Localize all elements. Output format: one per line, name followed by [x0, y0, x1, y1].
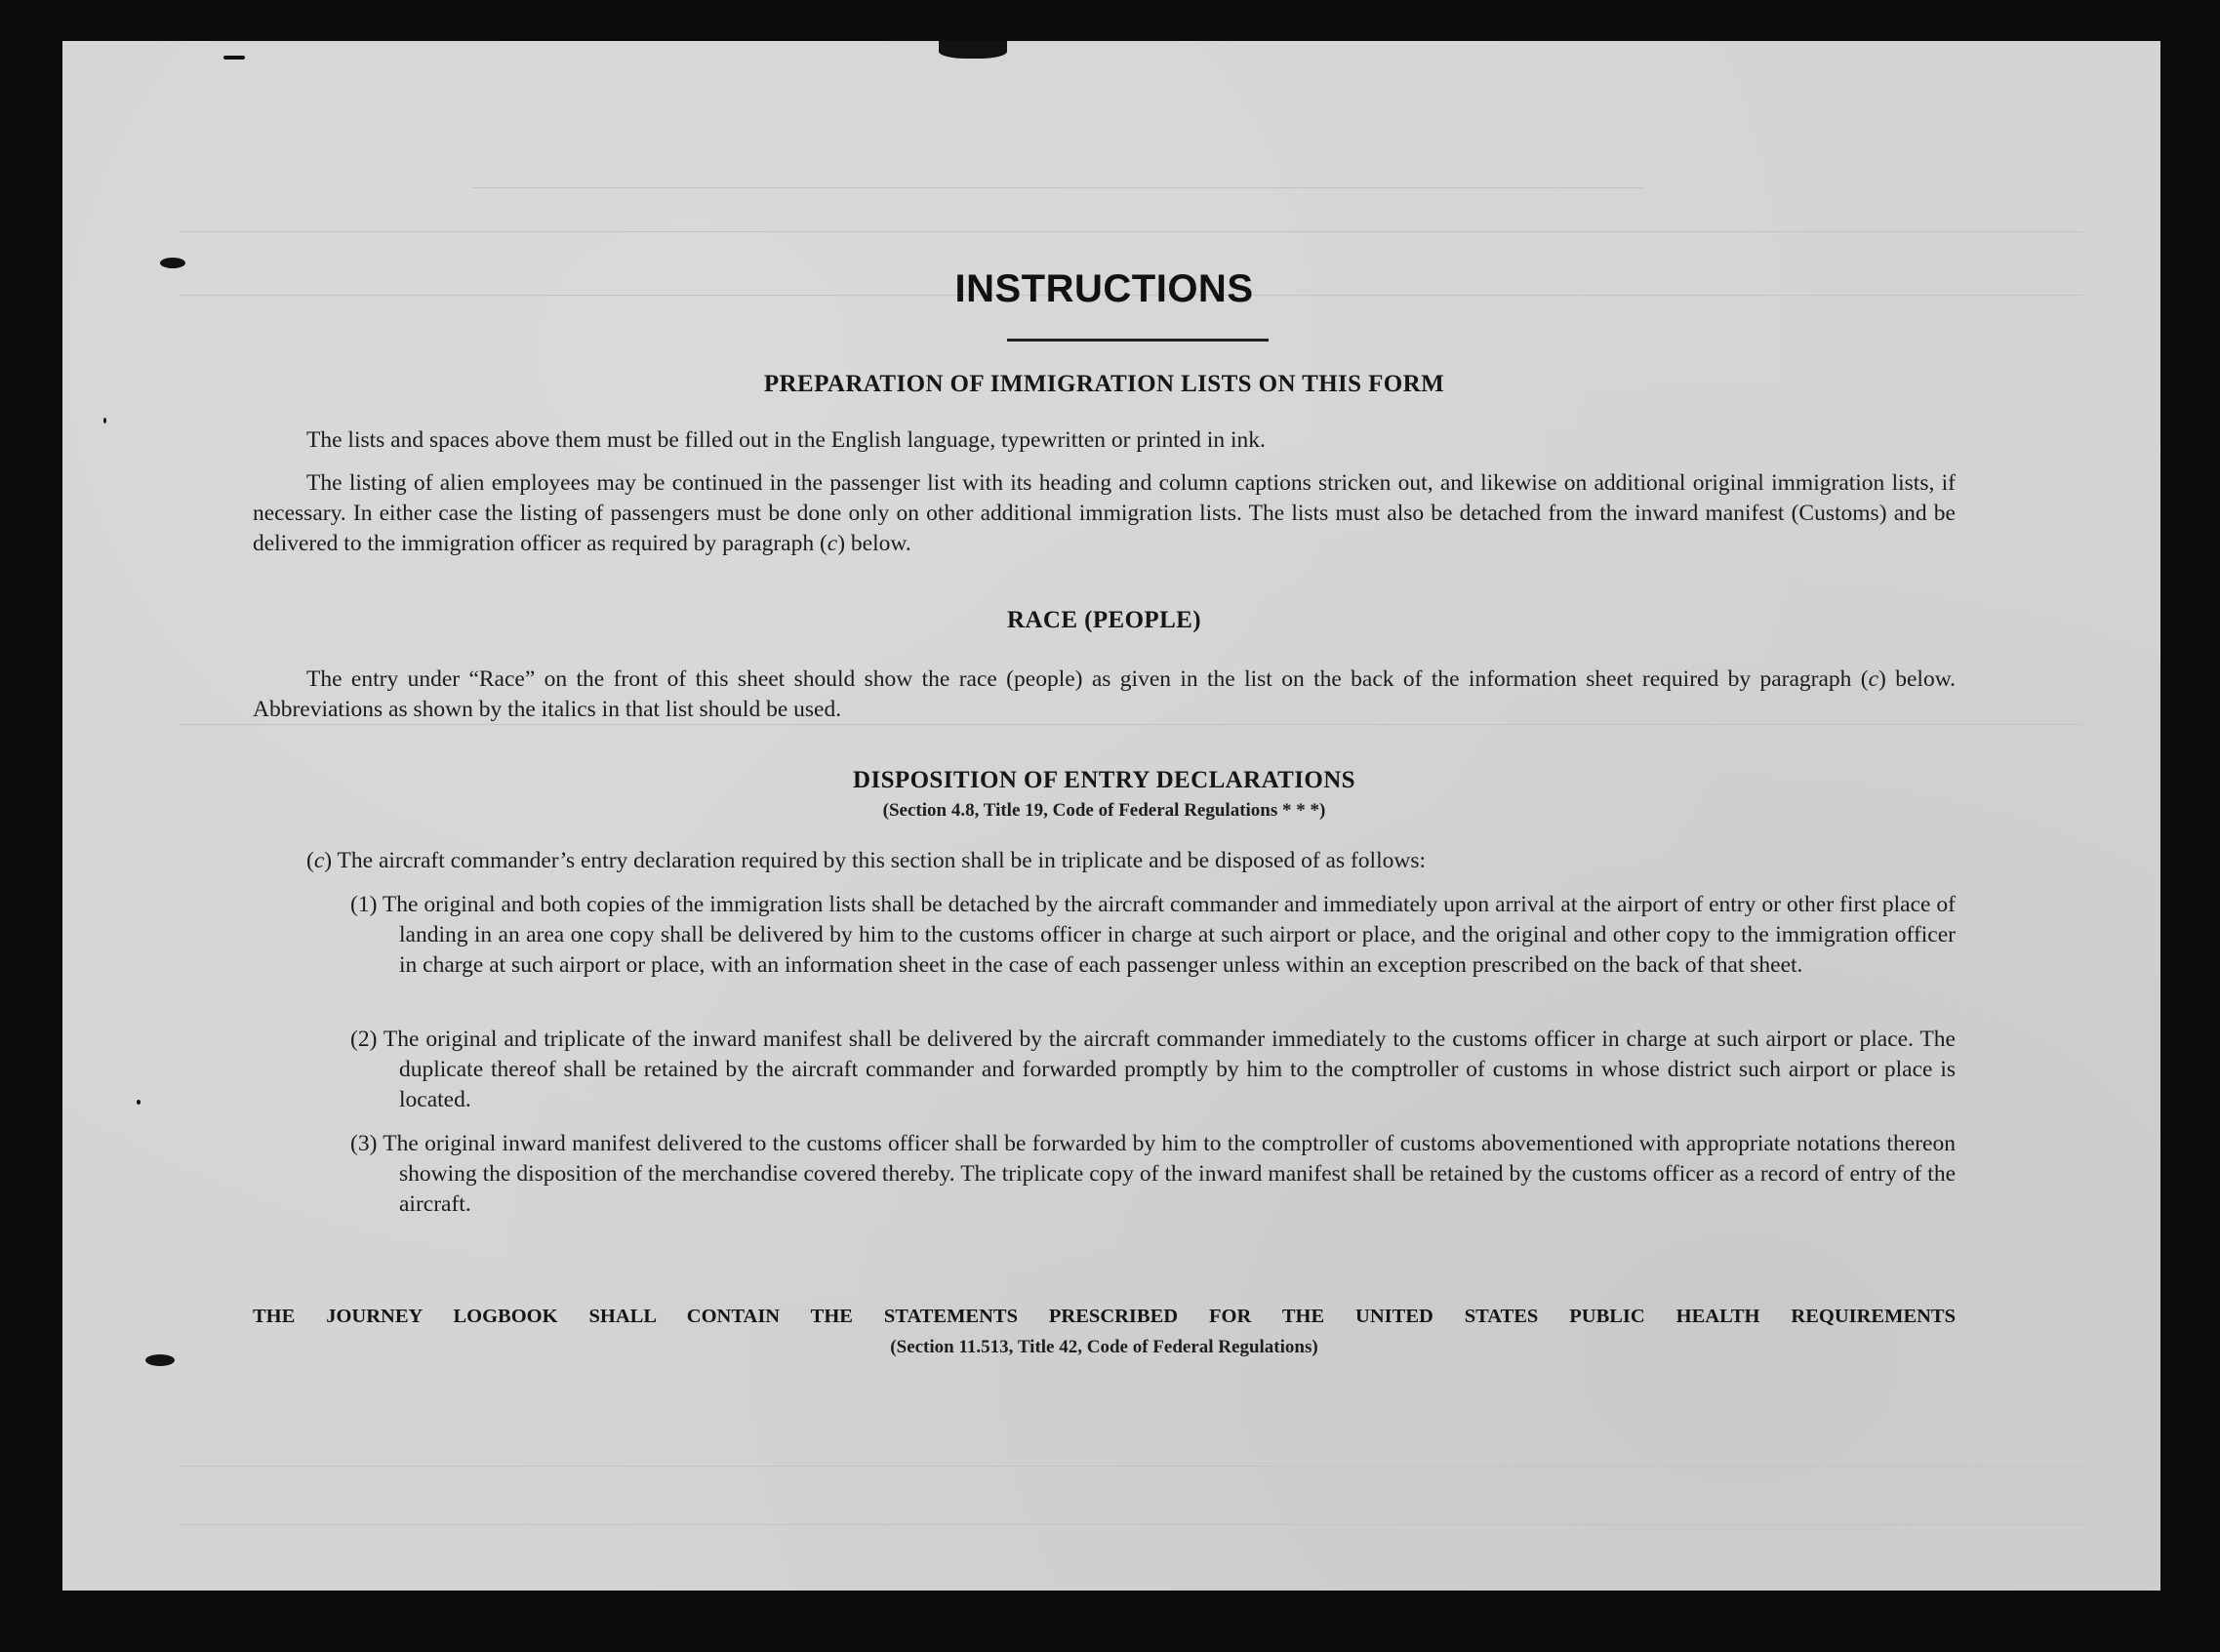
paragraph-letter: c [1868, 666, 1879, 692]
page-title: INSTRUCTIONS [954, 267, 1254, 310]
health-requirements-citation: (Section 11.513, Title 42, Code of Federal Regulations) [890, 1337, 1318, 1357]
paragraph-language: The lists and spaces above them must be filled out in the English language, typewritten or printed in ink. [306, 427, 1266, 453]
bleed-through-rule [180, 1524, 2082, 1525]
intro-text: ) The aircraft commander’s entry declaration required by this section shall be in triplicate and be disposed of as follows: [324, 848, 1426, 873]
paragraph-alien-employees [253, 468, 1956, 559]
disposition-item-1: (1) The original and both copies of the immigration lists shall be detached by the aircraft commander and immediately upon arrival at the airport of entry or other first place of landing in an area one copy shall be delivered by him to the customs officer in charge at such airport or place, and the original and other copy to the immigration officer in charge at such airport or place, with an information sheet in the case of each passenger unless within an exception prescribed on the back of that sheet. [350, 892, 1956, 978]
disposition-item-2: (2) The original and triplicate of the inward manifest shall be delivered by the aircraft commander immediately to the customs officer in charge at such airport or place. The duplicate thereof shall be retained by the aircraft commander and forwarded promptly by him to the comptroller of customs in whose district such airport or place is located. [350, 1027, 1956, 1112]
title-underline [1007, 339, 1269, 342]
heading-preparation: PREPARATION OF IMMIGRATION LISTS ON THIS FORM [763, 371, 1445, 397]
paragraph-text: The listing of alien employees may be continued in the passenger list with its heading and column captions stricken out, and likewise on additional original immigration lists, if necessary. In either case the listing of passengers must be done only on other additional immigration lists. The lists must also be detached from the inward manifest (Customs) and be delivered to the immigration officer as required by paragraph ( [253, 470, 1956, 556]
disposition-intro [253, 846, 1956, 876]
ink-speck [223, 56, 245, 60]
paragraph-race [253, 665, 1956, 725]
disposition-item-3: (3) The original inward manifest delivered to the customs officer shall be forwarded by him to the comptroller of customs abovementioned with appropriate notations thereon showing the disposition of the merchandise covered thereby. The triplicate copy of the inward manifest shall be retained by the customs officer as a record of entry of the aircraft. [350, 1131, 1956, 1217]
paragraph-letter: c [827, 531, 838, 556]
heading-race: RACE (PEOPLE) [1007, 607, 1201, 633]
bleed-through-rule [472, 187, 1643, 188]
intro-open-paren: ( [306, 848, 314, 873]
paragraph-text: The entry under “Race” on the front of this sheet should show the race (people) as given in the list on the back of the information sheet required by paragraph ( [306, 666, 1869, 692]
ink-speck [160, 258, 185, 268]
ink-speck [103, 418, 106, 423]
bleed-through-rule [180, 1466, 2082, 1467]
health-requirements-statement: THE JOURNEY LOGBOOK SHALL CONTAIN THE STATEMENTS PRESCRIBED FOR THE UNITED STATES PUBLIC HEALTH REQUIREMENTS [253, 1306, 1956, 1327]
disposition-citation: (Section 4.8, Title 19, Code of Federal Regulations * * *) [882, 800, 1326, 821]
paragraph-text: ) below. [837, 531, 911, 556]
bleed-through-rule [180, 231, 2082, 232]
ink-speck [137, 1100, 141, 1105]
tear-mark [939, 41, 1007, 59]
heading-disposition: DISPOSITION OF ENTRY DECLARATIONS [853, 767, 1355, 793]
document-page [62, 41, 2160, 1591]
ink-speck [145, 1354, 175, 1366]
intro-letter: c [313, 848, 325, 873]
paragraph-text: ) below. Abbreviations as shown by the italics in that list should be used. [253, 666, 1957, 722]
